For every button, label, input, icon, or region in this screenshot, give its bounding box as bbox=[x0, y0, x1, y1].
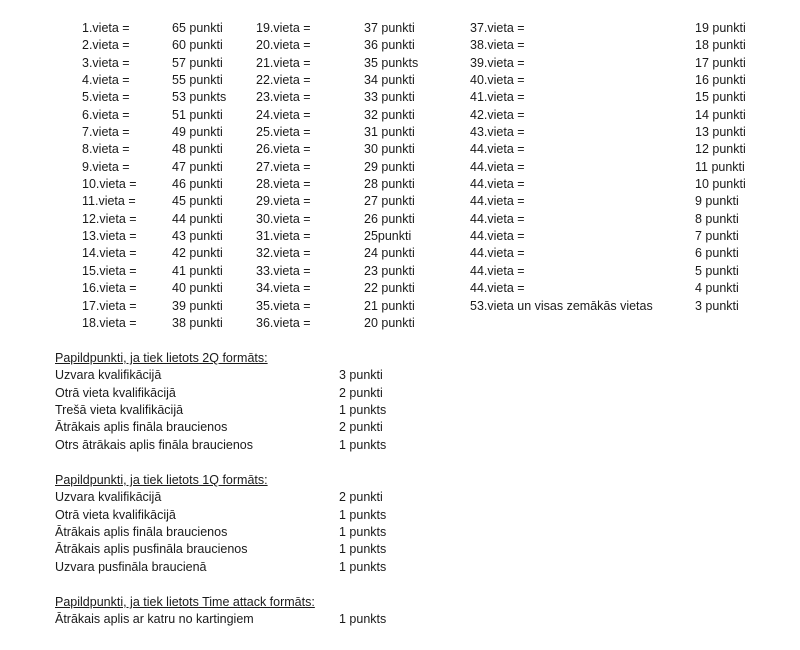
place-label: 5.vieta = bbox=[82, 90, 130, 105]
place-label: 14.vieta = bbox=[82, 246, 137, 261]
list-item bbox=[55, 559, 387, 576]
place-label: 44.vieta = bbox=[470, 177, 525, 192]
bonus-label: Uzvara kvalifikācijā bbox=[55, 368, 162, 383]
place-label: 28.vieta = bbox=[256, 177, 311, 192]
place-label: 36.vieta = bbox=[256, 315, 311, 330]
points-value: 39 punkti bbox=[172, 298, 223, 313]
list-item bbox=[55, 419, 383, 436]
place-label: 26.vieta = bbox=[256, 142, 311, 157]
points-value: 8 punkti bbox=[695, 211, 739, 226]
bonus-label: Ātrākais aplis pusfināla braucienos bbox=[55, 542, 248, 557]
points-value: 7 punkti bbox=[695, 229, 739, 244]
list-item bbox=[55, 367, 383, 384]
bonus-label: Trešā vieta kvalifikācijā bbox=[55, 403, 184, 418]
place-label: 43.vieta = bbox=[470, 125, 525, 140]
list-item bbox=[55, 611, 387, 628]
points-value: 6 punkti bbox=[695, 246, 739, 261]
bonus-value: 1 punkts bbox=[339, 507, 387, 522]
points-value: 49 punkti bbox=[172, 125, 223, 140]
place-label: 40.vieta = bbox=[470, 73, 525, 88]
points-value: 43 punkti bbox=[172, 229, 223, 244]
place-label: 11.vieta = bbox=[82, 194, 136, 209]
points-value: 42 punkti bbox=[172, 246, 223, 261]
place-label: 13.vieta = bbox=[82, 229, 137, 244]
bonus-value: 2 punkti bbox=[339, 490, 383, 505]
section-title: Papildpunkti, ja tiek lietots 2Q formāts: bbox=[55, 351, 268, 365]
place-label: 21.vieta = bbox=[256, 55, 311, 70]
place-label: 38.vieta = bbox=[470, 38, 525, 53]
place-label: 20.vieta = bbox=[256, 38, 311, 53]
points-value: 35 punkts bbox=[364, 55, 419, 70]
place-label: 1.vieta = bbox=[82, 21, 130, 35]
place-label: 32.vieta = bbox=[256, 246, 311, 261]
bonus-list bbox=[55, 489, 387, 576]
points-value: 19 punkti bbox=[695, 21, 746, 35]
points-value: 9 punkti bbox=[695, 194, 739, 209]
place-label: 23.vieta = bbox=[256, 90, 311, 105]
place-label: 12.vieta = bbox=[82, 211, 137, 226]
points-value: 51 punkti bbox=[172, 107, 223, 122]
points-value: 30 punkti bbox=[364, 142, 415, 157]
place-label: 44.vieta = bbox=[470, 159, 525, 174]
bonus-label: Otrs ātrākais aplis fināla braucienos bbox=[55, 437, 254, 452]
place-label: 53.vieta un visas zemākās vietas bbox=[470, 298, 653, 313]
bonus-label: Uzvara pusfināla braucienā bbox=[55, 559, 207, 574]
bonus-value: 1 punkts bbox=[339, 542, 387, 557]
bonus-label: Uzvara kvalifikācijā bbox=[55, 490, 162, 505]
place-label: 7.vieta = bbox=[82, 125, 130, 140]
points-value: 55 punkti bbox=[172, 73, 223, 88]
place-label: 44.vieta = bbox=[470, 263, 525, 278]
points-value: 46 punkti bbox=[172, 177, 223, 192]
bonus-label: Ātrākais aplis fināla braucienos bbox=[55, 525, 228, 540]
bonus-label: Otrā vieta kvalifikācijā bbox=[55, 507, 176, 522]
place-label: 33.vieta = bbox=[256, 263, 311, 278]
bonus-section-time-attack bbox=[55, 594, 387, 629]
points-value: 32 punkti bbox=[364, 107, 415, 122]
points-value: 3 punkti bbox=[695, 298, 739, 313]
bonus-value: 2 punkti bbox=[339, 420, 383, 435]
place-label: 44.vieta = bbox=[470, 194, 525, 209]
place-label: 22.vieta = bbox=[256, 73, 311, 88]
points-value: 34 punkti bbox=[364, 73, 415, 88]
bonus-label: Otrā vieta kvalifikācijā bbox=[55, 385, 176, 400]
points-value: 53 punkts bbox=[172, 90, 227, 105]
place-label: 35.vieta = bbox=[256, 298, 311, 313]
points-value: 31 punkti bbox=[364, 125, 415, 140]
points-value: 28 punkti bbox=[364, 177, 415, 192]
place-label: 39.vieta = bbox=[470, 55, 525, 70]
bonus-value: 1 punkts bbox=[339, 437, 387, 452]
points-value: 21 punkti bbox=[364, 298, 415, 313]
points-value: 13 punkti bbox=[695, 125, 746, 140]
place-label: 2.vieta = bbox=[82, 38, 130, 53]
bonus-label: Ātrākais aplis fināla braucienos bbox=[55, 420, 228, 435]
place-label: 6.vieta = bbox=[82, 107, 130, 122]
place-label: 4.vieta = bbox=[82, 73, 130, 88]
points-value: 23 punkti bbox=[364, 263, 415, 278]
bonus-section-1q bbox=[55, 472, 387, 576]
points-value: 29 punkti bbox=[364, 159, 415, 174]
bonus-value: 1 punkts bbox=[339, 559, 387, 574]
points-value: 37 punkti bbox=[364, 21, 415, 35]
bonus-section-2q bbox=[55, 350, 387, 454]
points-value: 25punkti bbox=[364, 229, 412, 244]
place-label: 17.vieta = bbox=[82, 298, 137, 313]
points-value: 15 punkti bbox=[695, 90, 746, 105]
place-label: 27.vieta = bbox=[256, 159, 311, 174]
points-value: 27 punkti bbox=[364, 194, 415, 209]
place-label: 44.vieta = bbox=[470, 246, 525, 261]
section-title: Papildpunkti, ja tiek lietots 1Q formāts: bbox=[55, 473, 268, 487]
place-label: 42.vieta = bbox=[470, 107, 525, 122]
points-value: 16 punkti bbox=[695, 73, 746, 88]
bonus-list bbox=[55, 611, 387, 628]
bonus-list bbox=[55, 367, 387, 454]
list-item bbox=[55, 437, 387, 454]
place-label: 34.vieta = bbox=[256, 281, 311, 296]
points-value: 57 punkti bbox=[172, 55, 223, 70]
points-value: 5 punkti bbox=[695, 263, 739, 278]
points-value: 36 punkti bbox=[364, 38, 415, 53]
points-value: 4 punkti bbox=[695, 281, 739, 296]
list-item bbox=[55, 524, 387, 541]
place-label: 16.vieta = bbox=[82, 281, 137, 296]
points-value: 18 punkti bbox=[695, 38, 746, 53]
place-label: 44.vieta = bbox=[470, 281, 525, 296]
points-value: 12 punkti bbox=[695, 142, 746, 157]
place-label: 25.vieta = bbox=[256, 125, 311, 140]
bonus-value: 1 punkts bbox=[339, 612, 387, 627]
list-item bbox=[55, 402, 387, 419]
place-label: 30.vieta = bbox=[256, 211, 311, 226]
points-value: 65 punkti bbox=[172, 21, 223, 35]
place-label: 24.vieta = bbox=[256, 107, 311, 122]
points-value: 45 punkti bbox=[172, 194, 223, 209]
place-label: 8.vieta = bbox=[82, 142, 130, 157]
place-label: 44.vieta = bbox=[470, 142, 525, 157]
points-value: 22 punkti bbox=[364, 281, 415, 296]
points-value: 20 punkti bbox=[364, 315, 415, 330]
place-label: 29.vieta = bbox=[256, 194, 311, 209]
points-value: 44 punkti bbox=[172, 211, 223, 226]
place-label: 3.vieta = bbox=[82, 55, 130, 70]
bonus-value: 1 punkts bbox=[339, 403, 387, 418]
list-item bbox=[55, 489, 383, 506]
bonus-value: 2 punkti bbox=[339, 385, 383, 400]
place-label: 19.vieta = bbox=[256, 21, 311, 35]
points-value: 11 punkti bbox=[695, 159, 745, 174]
points-value: 48 punkti bbox=[172, 142, 223, 157]
place-label: 37.vieta = bbox=[470, 21, 525, 35]
list-item bbox=[55, 541, 387, 558]
points-value: 47 punkti bbox=[172, 159, 223, 174]
place-label: 10.vieta = bbox=[82, 177, 137, 192]
points-value: 17 punkti bbox=[695, 55, 746, 70]
points-value: 41 punkti bbox=[172, 263, 223, 278]
bonus-value: 1 punkts bbox=[339, 525, 387, 540]
points-value: 40 punkti bbox=[172, 281, 223, 296]
points-value: 60 punkti bbox=[172, 38, 223, 53]
points-value: 14 punkti bbox=[695, 107, 746, 122]
place-label: 41.vieta = bbox=[470, 90, 525, 105]
points-value: 24 punkti bbox=[364, 246, 415, 261]
list-item bbox=[55, 385, 383, 402]
bonus-value: 3 punkti bbox=[339, 368, 383, 383]
list-item bbox=[55, 507, 387, 524]
bonus-label: Ātrākais aplis ar katru no kartingiem bbox=[55, 612, 254, 627]
section-title: Papildpunkti, ja tiek lietots Time attack formāts: bbox=[55, 595, 315, 609]
place-label: 44.vieta = bbox=[470, 211, 525, 226]
place-label: 9.vieta = bbox=[82, 159, 130, 174]
place-label: 31.vieta = bbox=[256, 229, 311, 244]
points-value: 38 punkti bbox=[172, 315, 223, 330]
points-value: 26 punkti bbox=[364, 211, 415, 226]
points-value: 33 punkti bbox=[364, 90, 415, 105]
place-label: 15.vieta = bbox=[82, 263, 137, 278]
place-label: 44.vieta = bbox=[470, 229, 525, 244]
place-label: 18.vieta = bbox=[82, 315, 137, 330]
points-value: 10 punkti bbox=[695, 177, 746, 192]
